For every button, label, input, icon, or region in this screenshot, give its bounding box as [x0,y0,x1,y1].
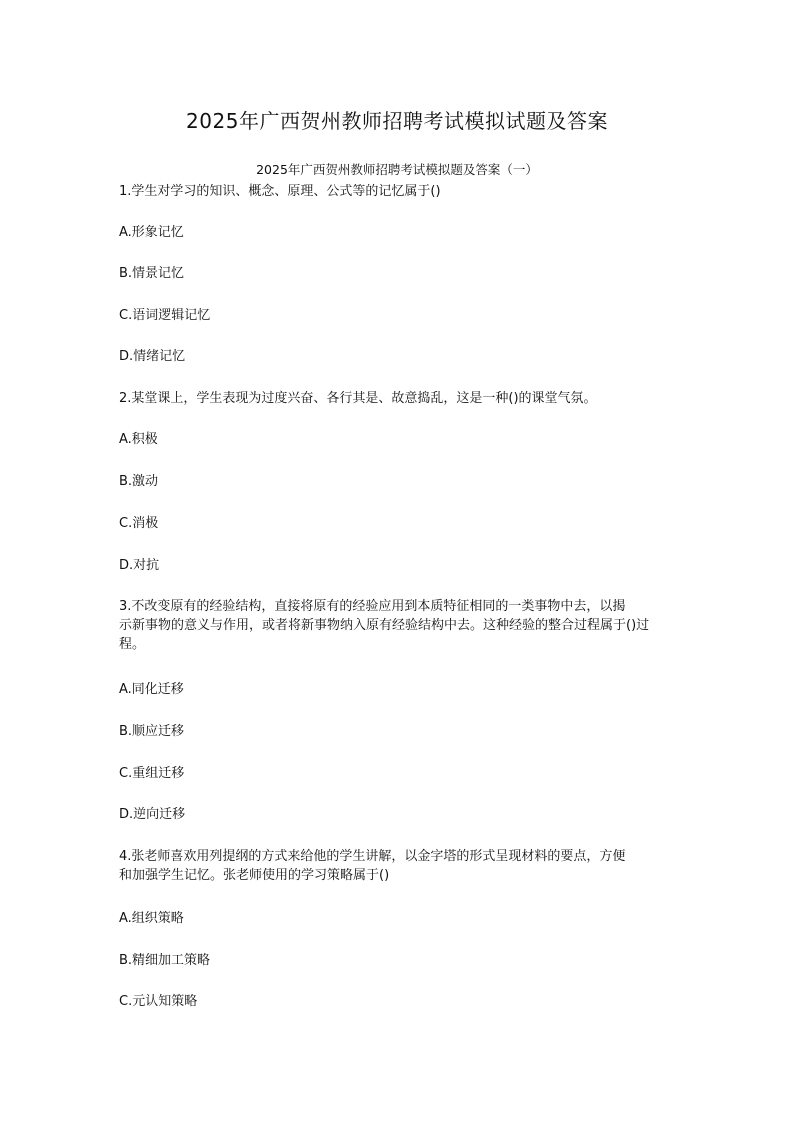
question-text: 3.不改变原有的经验结构，直接将原有的经验应用到本质特征相同的一类事物中去，以揭 [119,599,626,614]
document-subtitle: 2025年广西贺州教师招聘考试模拟题及答案（一） [256,162,538,177]
question-text: 2.某堂课上，学生表现为过度兴奋、各行其是、故意捣乱，这是一种()的课堂气氛。 [119,391,597,406]
option-d: D.逆向迁移 [119,807,186,822]
question-text: 示新事物的意义与作用，或者将新事物纳入原有经验结构中去。这种经验的整合过程属于()过 [119,618,650,633]
option-a: A.同化迁移 [119,682,184,697]
option-c: C.消极 [119,516,159,531]
option-a: A.组织策略 [119,911,184,926]
question-text: 程。 [119,637,146,652]
option-c: C.语词逻辑记忆 [119,308,211,323]
option-c: C.元认知策略 [119,994,198,1009]
option-d: D.情绪记忆 [119,349,186,364]
option-b: B.精细加工策略 [119,953,211,968]
document-title: 2025年广西贺州教师招聘考试模拟试题及答案 [186,109,608,133]
option-d: D.对抗 [119,558,160,573]
option-b: B.顺应迁移 [119,724,185,739]
option-b: B.激动 [119,474,159,489]
option-b: B.情景记忆 [119,266,185,281]
option-a: A.形象记忆 [119,225,184,240]
question-text: 和加强学生记忆。张老师使用的学习策略属于() [119,868,390,883]
option-a: A.积极 [119,432,158,447]
question-text: 1.学生对学习的知识、概念、原理、公式等的记忆属于() [119,184,441,199]
question-text: 4.张老师喜欢用列提纲的方式来给他的学生讲解，以金字塔的形式呈现材料的要点，方便 [119,849,626,864]
option-c: C.重组迁移 [119,766,185,781]
